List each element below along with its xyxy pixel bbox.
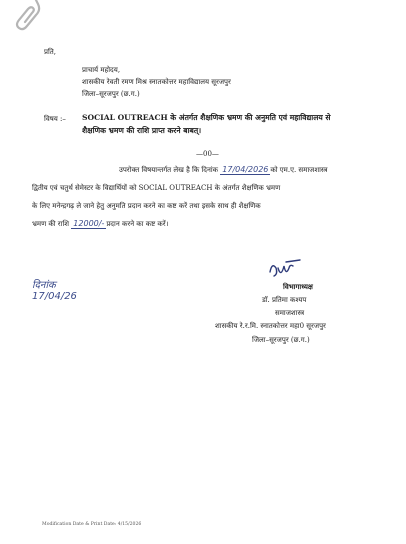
subject-line-2: शैक्षणिक भ्रमण की राशि प्राप्त करने बाबत्। bbox=[82, 126, 202, 135]
body-line-1-text-b: को एम.ए. समाजशास्त्र bbox=[270, 166, 328, 174]
signature-icon bbox=[266, 258, 306, 282]
body-line-1-text-a: उपरोक्त विषयान्तर्गत लेख है कि दिनांक bbox=[119, 166, 219, 174]
separator: —00— bbox=[196, 150, 219, 158]
paperclip-icon bbox=[14, 0, 46, 34]
recipient-line-2: शासकीय रेवती रमण मिश्र स्नातकोत्तर महाविद्यालय सूरजपुर bbox=[82, 78, 231, 86]
signatory-title: विभागाध्यक्ष bbox=[283, 282, 313, 291]
recipient-line-3: जिला–सूरजपुर (छ.ग.) bbox=[82, 90, 140, 98]
body-line-1 bbox=[119, 165, 328, 175]
signatory-name: डॉ. प्रतिमा कश्यप bbox=[262, 296, 307, 304]
footer-print-date: Modification Date & Print Date: 4/15/2026 bbox=[42, 522, 142, 527]
handwritten-visit-date: 17/04/2026 bbox=[222, 165, 269, 174]
subject-label: विषय :– bbox=[44, 115, 66, 123]
signatory-department: समाजशास्त्र bbox=[275, 309, 305, 317]
body-line-4 bbox=[32, 219, 168, 229]
signatory-college: शासकीय रे.र.मि. स्नातकोत्तर महा0 सूरजपुर bbox=[215, 322, 326, 330]
recipient-line-1: प्राचार्य महोदय, bbox=[82, 66, 121, 74]
body-line-4-text-b: प्रदान करने का कष्ट करें। bbox=[106, 220, 169, 228]
to-label: प्रति, bbox=[44, 48, 57, 56]
signatory-district: जिला–सूरजपुर (छ.ग.) bbox=[252, 336, 310, 344]
body-line-4-text-a: भ्रमण की राशि bbox=[32, 220, 70, 228]
body-line-3: के लिए मनेन्द्रगढ़ ले जाने हेतु अनुमति प्रदान करने का कष्ट करें तथा इसके साथ ही शैक्षणिक bbox=[32, 202, 261, 210]
body-line-2: द्वितीय एवं चतुर्थ सेमेस्टर के विद्यार्थियों को SOCIAL OUTREACH के अंतर्गत शैक्षणिक भ्रमण bbox=[32, 184, 281, 192]
handwritten-amount: 12000/- bbox=[73, 219, 105, 228]
subject-line-1: SOCIAL OUTREACH के अंतर्गत शैक्षणिक भ्रमण की अनुमति एवं महाविद्यालय से bbox=[82, 113, 331, 122]
date-value: 17/04/26 bbox=[32, 291, 77, 302]
date-label: दिनांक bbox=[32, 280, 56, 291]
